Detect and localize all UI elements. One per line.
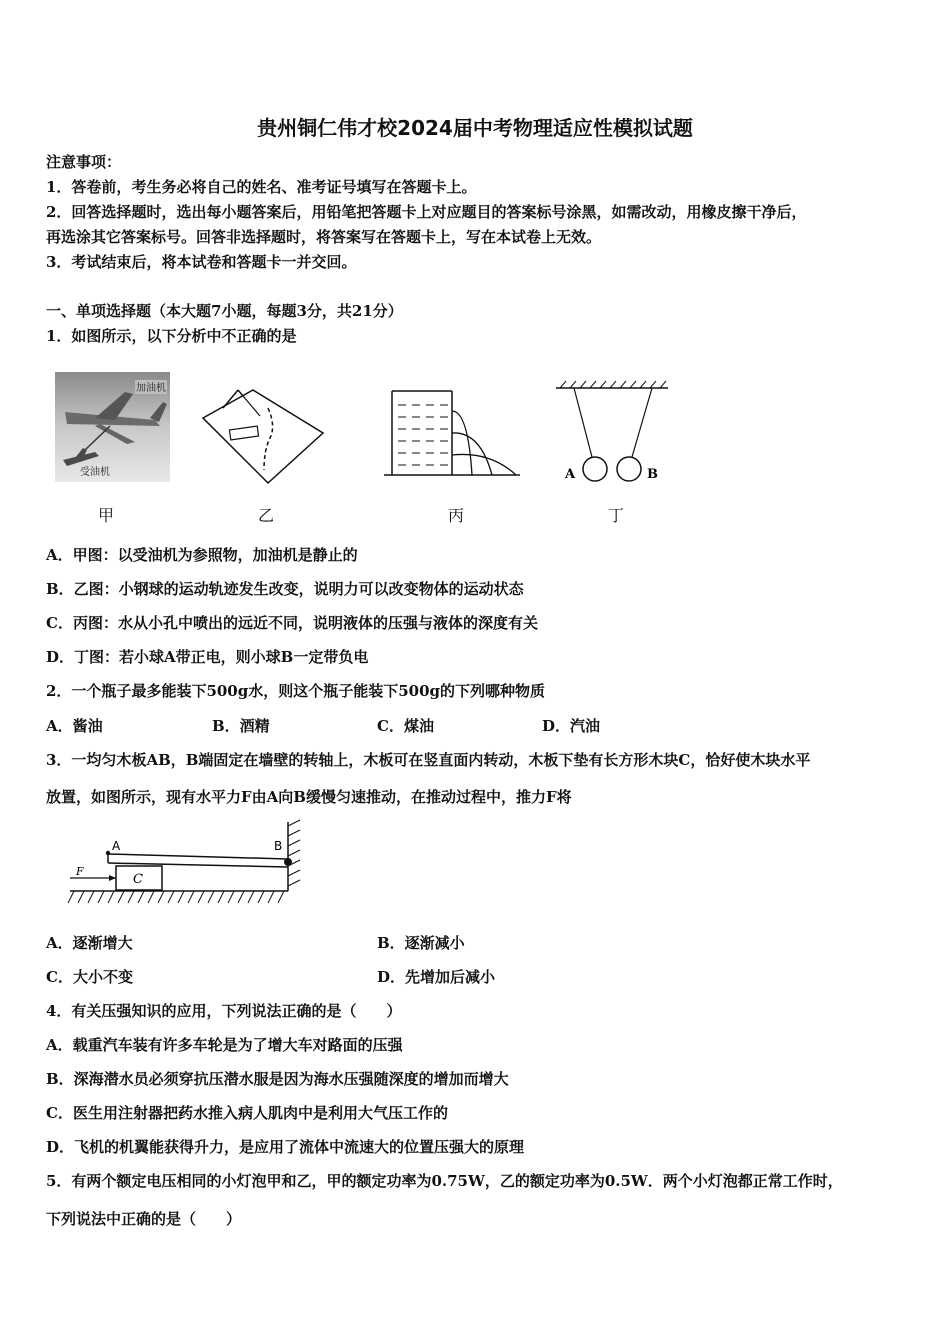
force-f-label: F [76,865,84,878]
q1-figure-yi-diagram [198,378,328,490]
figure-caption-ding: 丁 [608,506,625,525]
q1-option: D．丁图：若小球A带正电，则小球B一定带负电 [46,648,369,666]
q4-stem: 4．有关压强知识的应用，下列说法正确的是（ ） [46,1002,402,1020]
q2-stem: 2．一个瓶子最多能装下500g水，则这个瓶子能装下500g的下列哪种物质 [46,682,546,700]
q1-option: A．甲图：以受油机为参照物，加油机是静止的 [46,546,358,564]
q1-option: B．乙图：小钢球的运动轨迹发生改变，说明力可以改变物体的运动状态 [46,580,524,598]
q2-option: B．酒精 [212,717,270,735]
notice-item: 3．考试结束后，将本试卷和答题卡一并交回。 [46,253,357,271]
q3-stem: 放置，如图所示，现有水平力F由A向B缓慢匀速推动，在推动过程中，推力F将 [46,788,572,806]
q3-figure-diagram [66,818,316,918]
figure-caption-yi: 乙 [258,506,275,525]
q1-figure-bing-diagram [380,385,525,480]
block-c-label: C [133,872,143,887]
figure-caption-bing: 丙 [448,506,465,525]
q3-stem: 3．一均匀木板AB，B端固定在墙壁的转轴上，木板可在竖直面内转动，木板下垫有长方形木块C，恰好使木块水平 [46,751,811,769]
q1-stem: 1．如图所示，以下分析中不正确的是 [46,327,297,345]
q4-option: A．载重汽车装有许多车轮是为了增大车对路面的压强 [46,1036,403,1054]
tanker-label: 加油机 [136,383,166,394]
q1-figure-ding-diagram [552,378,672,488]
q4-option: D．飞机的机翼能获得升力，是应用了流体中流速大的位置压强大的原理 [46,1138,525,1156]
q3-option: C．大小不变 [46,968,133,986]
notice-item: 2．回答选择题时，选出每小题答案后，用铅笔把答题卡上对应题目的答案标号涂黑，如需改动，用橡皮擦干净后， [46,203,807,221]
ball-a-label: A [565,467,576,482]
q3-option: B．逐渐减小 [377,934,465,952]
q3-option: D．先增加后减小 [377,968,496,986]
notice-item: 1．答卷前，考生务必将自己的姓名、准考证号填写在答题卡上。 [46,178,477,196]
page-title: 贵州铜仁伟才校2024届中考物理适应性模拟试题 [257,116,693,140]
q2-option: C．煤油 [377,717,434,735]
figure-caption-jia: 甲 [98,506,115,525]
q5-stem: 下列说法中正确的是（ ） [46,1210,242,1228]
q1-figure-jia-photo [55,372,170,482]
q4-option: C．医生用注射器把药水推入病人肌肉中是利用大气压工作的 [46,1104,448,1122]
notice-item: 再选涂其它答案标号。回答非选择题时，将答案写在答题卡上，写在本试卷上无效。 [46,228,602,246]
q5-stem: 5．有两个额定电压相同的小灯泡甲和乙，甲的额定功率为0.75W，乙的额定功率为0.5W．两个小灯泡都正常工作时， [46,1172,843,1190]
q4-option: B．深海潜水员必须穿抗压潜水服是因为海水压强随深度的增加而增大 [46,1070,509,1088]
receiver-label: 受油机 [80,467,110,478]
point-b-label: B [274,839,283,853]
section-heading: 一、单项选择题（本大题7小题，每题3分，共21分） [46,302,403,320]
q1-option: C．丙图：水从小孔中喷出的远近不同，说明液体的压强与液体的深度有关 [46,614,538,632]
q2-option: D．汽油 [542,717,601,735]
q2-option: A．酱油 [46,717,103,735]
notice-heading: 注意事项： [46,153,122,171]
ball-b-label: B [647,467,658,482]
point-a-label: A [112,839,121,853]
q3-option: A．逐渐增大 [46,934,133,952]
